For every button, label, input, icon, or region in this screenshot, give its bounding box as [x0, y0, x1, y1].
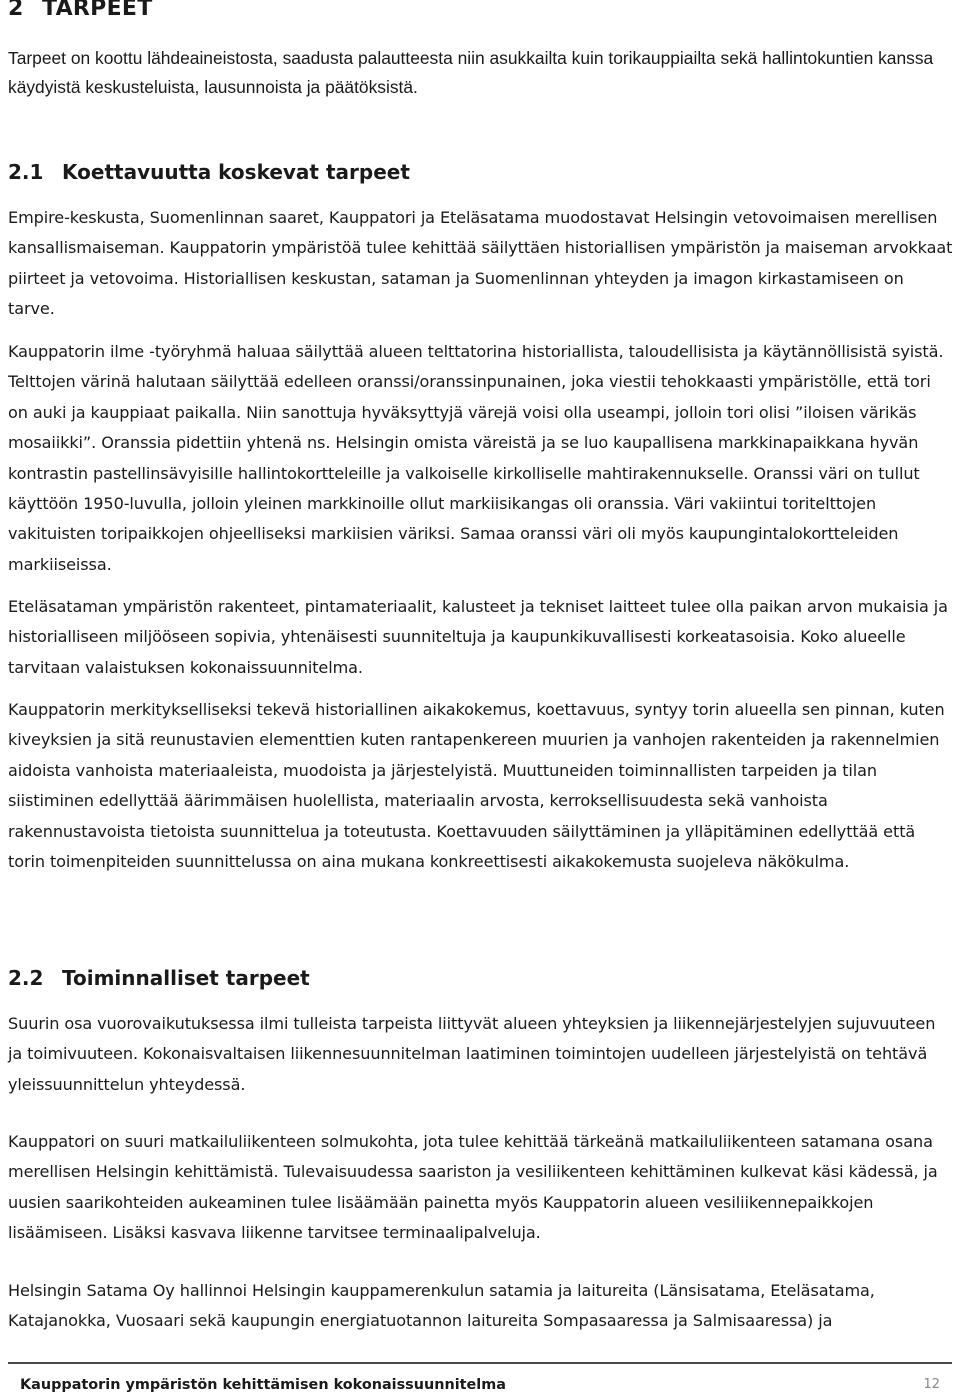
paragraph: Kauppatorin merkitykselliseksi tekevä historiallinen aikakokemus, koettavuus, syntyy torin alueella sen pinnan, kuten kiveyksien ja sitä reunustavien elementtien kuten rantapenkereen muurien ja vanhojen rakenteiden ja rakennelmien aidoista vanhoista materiaaleista, muodoista ja järjestelyistä. Muuttuneiden toiminnallisten tarpeiden ja tilan siistiminen edellyttää äärimmäisen huolellista, materiaalin arvosta, kerroksellisuudesta sekä vanhoista rakennustavoista tietoista suunnittelua ja toteutusta. Koettavuuden säilyttäminen ja ylläpitäminen edellyttää että torin toimenpiteiden suunnittelussa on aina mukana konkreettisesti aikakokemusta suojeleva näkökulma. — [8, 700, 945, 872]
paragraph: Kauppatori on suuri matkailuliikenteen solmukohta, jota tulee kehittää tärkeänä matkailuliikenteen satamana osana merellisen Helsingin kehittämistä. Tulevaisuudessa saariston ja vesiliikenteen kehittäminen kulkevat käsi kädessä, ja uusien saarikohteiden aukeaminen tulee lisäämään painetta myös Kauppatorin alueen vesiliikennepaikkojen lisäämiseen. Lisäksi kasvava liikenne tarvitsee terminaalipalveluja. — [8, 1132, 938, 1243]
paragraph: Empire-keskusta, Suomenlinnan saaret, Kauppatori ja Eteläsatama muodostavat Helsingin vetovoimaisen merellisen kansallismaiseman. Kauppatorin ympäristöä tulee kehittää säilyttäen historiallisen ympäristön ja maiseman arvokkaat piirteet ja vetovoima. Historiallisen keskustan, sataman ja Suomenlinnan yhteyden ja imagon kirkastamiseen on tarve. — [8, 208, 953, 319]
subsection-heading-2-1 — [8, 160, 410, 184]
section-title: TARPEET — [42, 0, 153, 21]
footer-document-title: Kauppatorin ympäristön kehittämisen kokonaissuunnitelma — [20, 1377, 506, 1393]
subsection-heading-2-2 — [8, 966, 310, 990]
paragraph: Eteläsataman ympäristön rakenteet, pintamateriaalit, kalusteet ja tekniset laitteet tulee olla paikan arvon mukaisia ja historialliseen miljööseen sopivia, yhtenäisesti suunniteltuja ja kaupunkikuvallisesti korkeatasoisia. Koko alueelle tarvitaan valaistuksen kokonaissuunnitelma. — [8, 597, 948, 677]
subsection-title: Koettavuutta koskevat tarpeet — [62, 160, 410, 184]
page-number: 12 — [923, 1377, 940, 1392]
subsection-title: Toiminnalliset tarpeet — [62, 966, 310, 990]
section-intro: Tarpeet on koottu lähdeaineistosta, saadusta palautteesta niin asukkailta kuin torikauppiailta sekä hallintokuntien kanssa käydyistä keskusteluista, lausunnoista ja päätöksistä. — [8, 48, 934, 97]
paragraph: Helsingin Satama Oy hallinnoi Helsingin kauppamerenkulun satamia ja laitureita (Länsisatama, Eteläsatama, Katajanokka, Vuosaari sekä kaupungin energiatuotannon laitureita Sompasaaressa ja Salmisaaressa) ja — [8, 1281, 875, 1331]
subsection-number: 2.2 — [8, 966, 44, 990]
paragraph: Kauppatorin ilme -työryhmä haluaa säilyttää alueen telttatorina historiallista, taloudellisista ja käytännöllisistä syistä. Telttojen värinä halutaan säilyttää edelleen oranssi/oranssinpunainen, joka viestii tehokkaasti ympäristölle, että tori on auki ja kauppiaat paikalla. Niin sanottuja hyväksyttyjä värejä voisi olla useampi, jolloin tori olisi ”iloisen värikäs mosaiikki”. Oranssia pidettiin yhtenä ns. Helsingin omista väreistä ja se luo kaupallisena markkinapaikkana hyvän kontrastin pastellinsävyisille hallintokortteleille ja valkoiselle kirkolliselle mahtirakennukselle. Oranssi väri on tullut käyttöön 1950-luvulla, jolloin yleinen markkinoille ollut markiisikangas oli oranssia. Väri vakiintui toritelttojen vakituisten toripaikkojen ohjeelliseksi markiisien väriksi. Samaa oranssi väri oli myös kaupungintalokortteleiden markiiseissa. — [8, 342, 944, 574]
footer-divider — [8, 1362, 952, 1364]
section-heading — [8, 0, 153, 21]
subsection-number: 2.1 — [8, 160, 44, 184]
paragraph: Suurin osa vuorovaikutuksessa ilmi tulleista tarpeista liittyvät alueen yhteyksien ja liikennejärjestelyjen sujuvuuteen ja toimivuuteen. Kokonaisvaltaisen liikennesuunnitelman laatiminen toimintojen uudelleen järjestelyistä on tehtävä yleissuunnittelun yhteydessä. — [8, 1014, 936, 1094]
section-number: 2 — [8, 0, 24, 21]
